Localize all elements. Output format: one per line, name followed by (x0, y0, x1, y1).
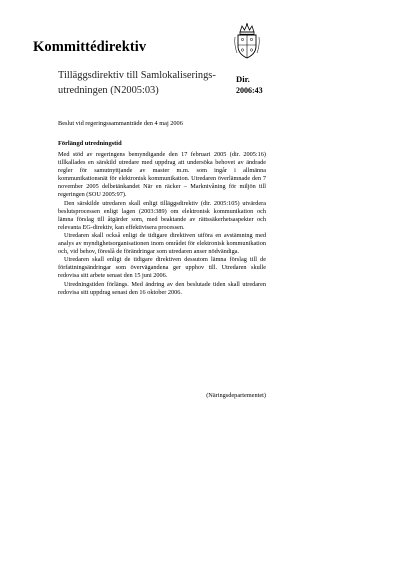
document-title: Tilläggsdirektiv till Samlokaliserings-utredningen (N2005:03) (58, 70, 216, 96)
paragraph: Utredaren skall också enligt de tidigare direktiven utföra en avstämning med analys av myndighetsorganisationen inom området för elektronisk kommunikation och, vid behov, föreslå de förändringar som utredaren anser nödvändiga. (58, 231, 266, 256)
paragraph: Den särskilde utredaren skall enligt tilläggsdirektiv (dir. 2005:105) utvärdera beslutsprocessen enligt lagen (2003:389) om elektronisk kommunikation och lämna förslag till åtgärder som, med beaktande av rättssäkerhetsaspekter och relevanta EG-direktiv, kan effektivisera processen. (58, 199, 266, 231)
department-signature: (Näringsdepartementet) (206, 392, 266, 399)
swedish-royal-crest-icon (233, 23, 261, 60)
decision-line: Beslut vid regeringssammanträde den 4 maj 2006 (58, 120, 183, 127)
body-text (58, 151, 266, 297)
directive-number: 2006:43 (236, 86, 263, 95)
paragraph: Utredningstiden förlängs. Med ändring av den beslutade tiden skall utredaren redovisa sitt uppdrag senast den 16 oktober 2006. (58, 280, 266, 296)
directive-label: Dir. (236, 74, 250, 84)
paragraph: Utredaren skall enligt de tidigare direktiven dessutom lämna förslag till de författningsändringar som övervägandena ger upphov till. Utredaren skulle redovisa sitt arbete senast den 15 juni 2006. (58, 256, 266, 280)
paragraph: Med stöd av regeringens bemyndigande den 17 februari 2005 (dir. 2005:16) tillkallades en särskild utredare med uppdrag att undersöka behovet av ändrade regler för samutnyttjande av master m.m. som ingår i allmänna kommunikationsnät för elektronisk kommunikation. Utredaren överlämnade den 7 november 2005 delbetänkandet När en räcker – Marknivåning för miljön till regeringen (SOU 2005:97). (58, 151, 266, 199)
document-type: Kommittédirektiv (33, 39, 147, 55)
section-heading: Förlängd utredningstid (58, 140, 122, 147)
